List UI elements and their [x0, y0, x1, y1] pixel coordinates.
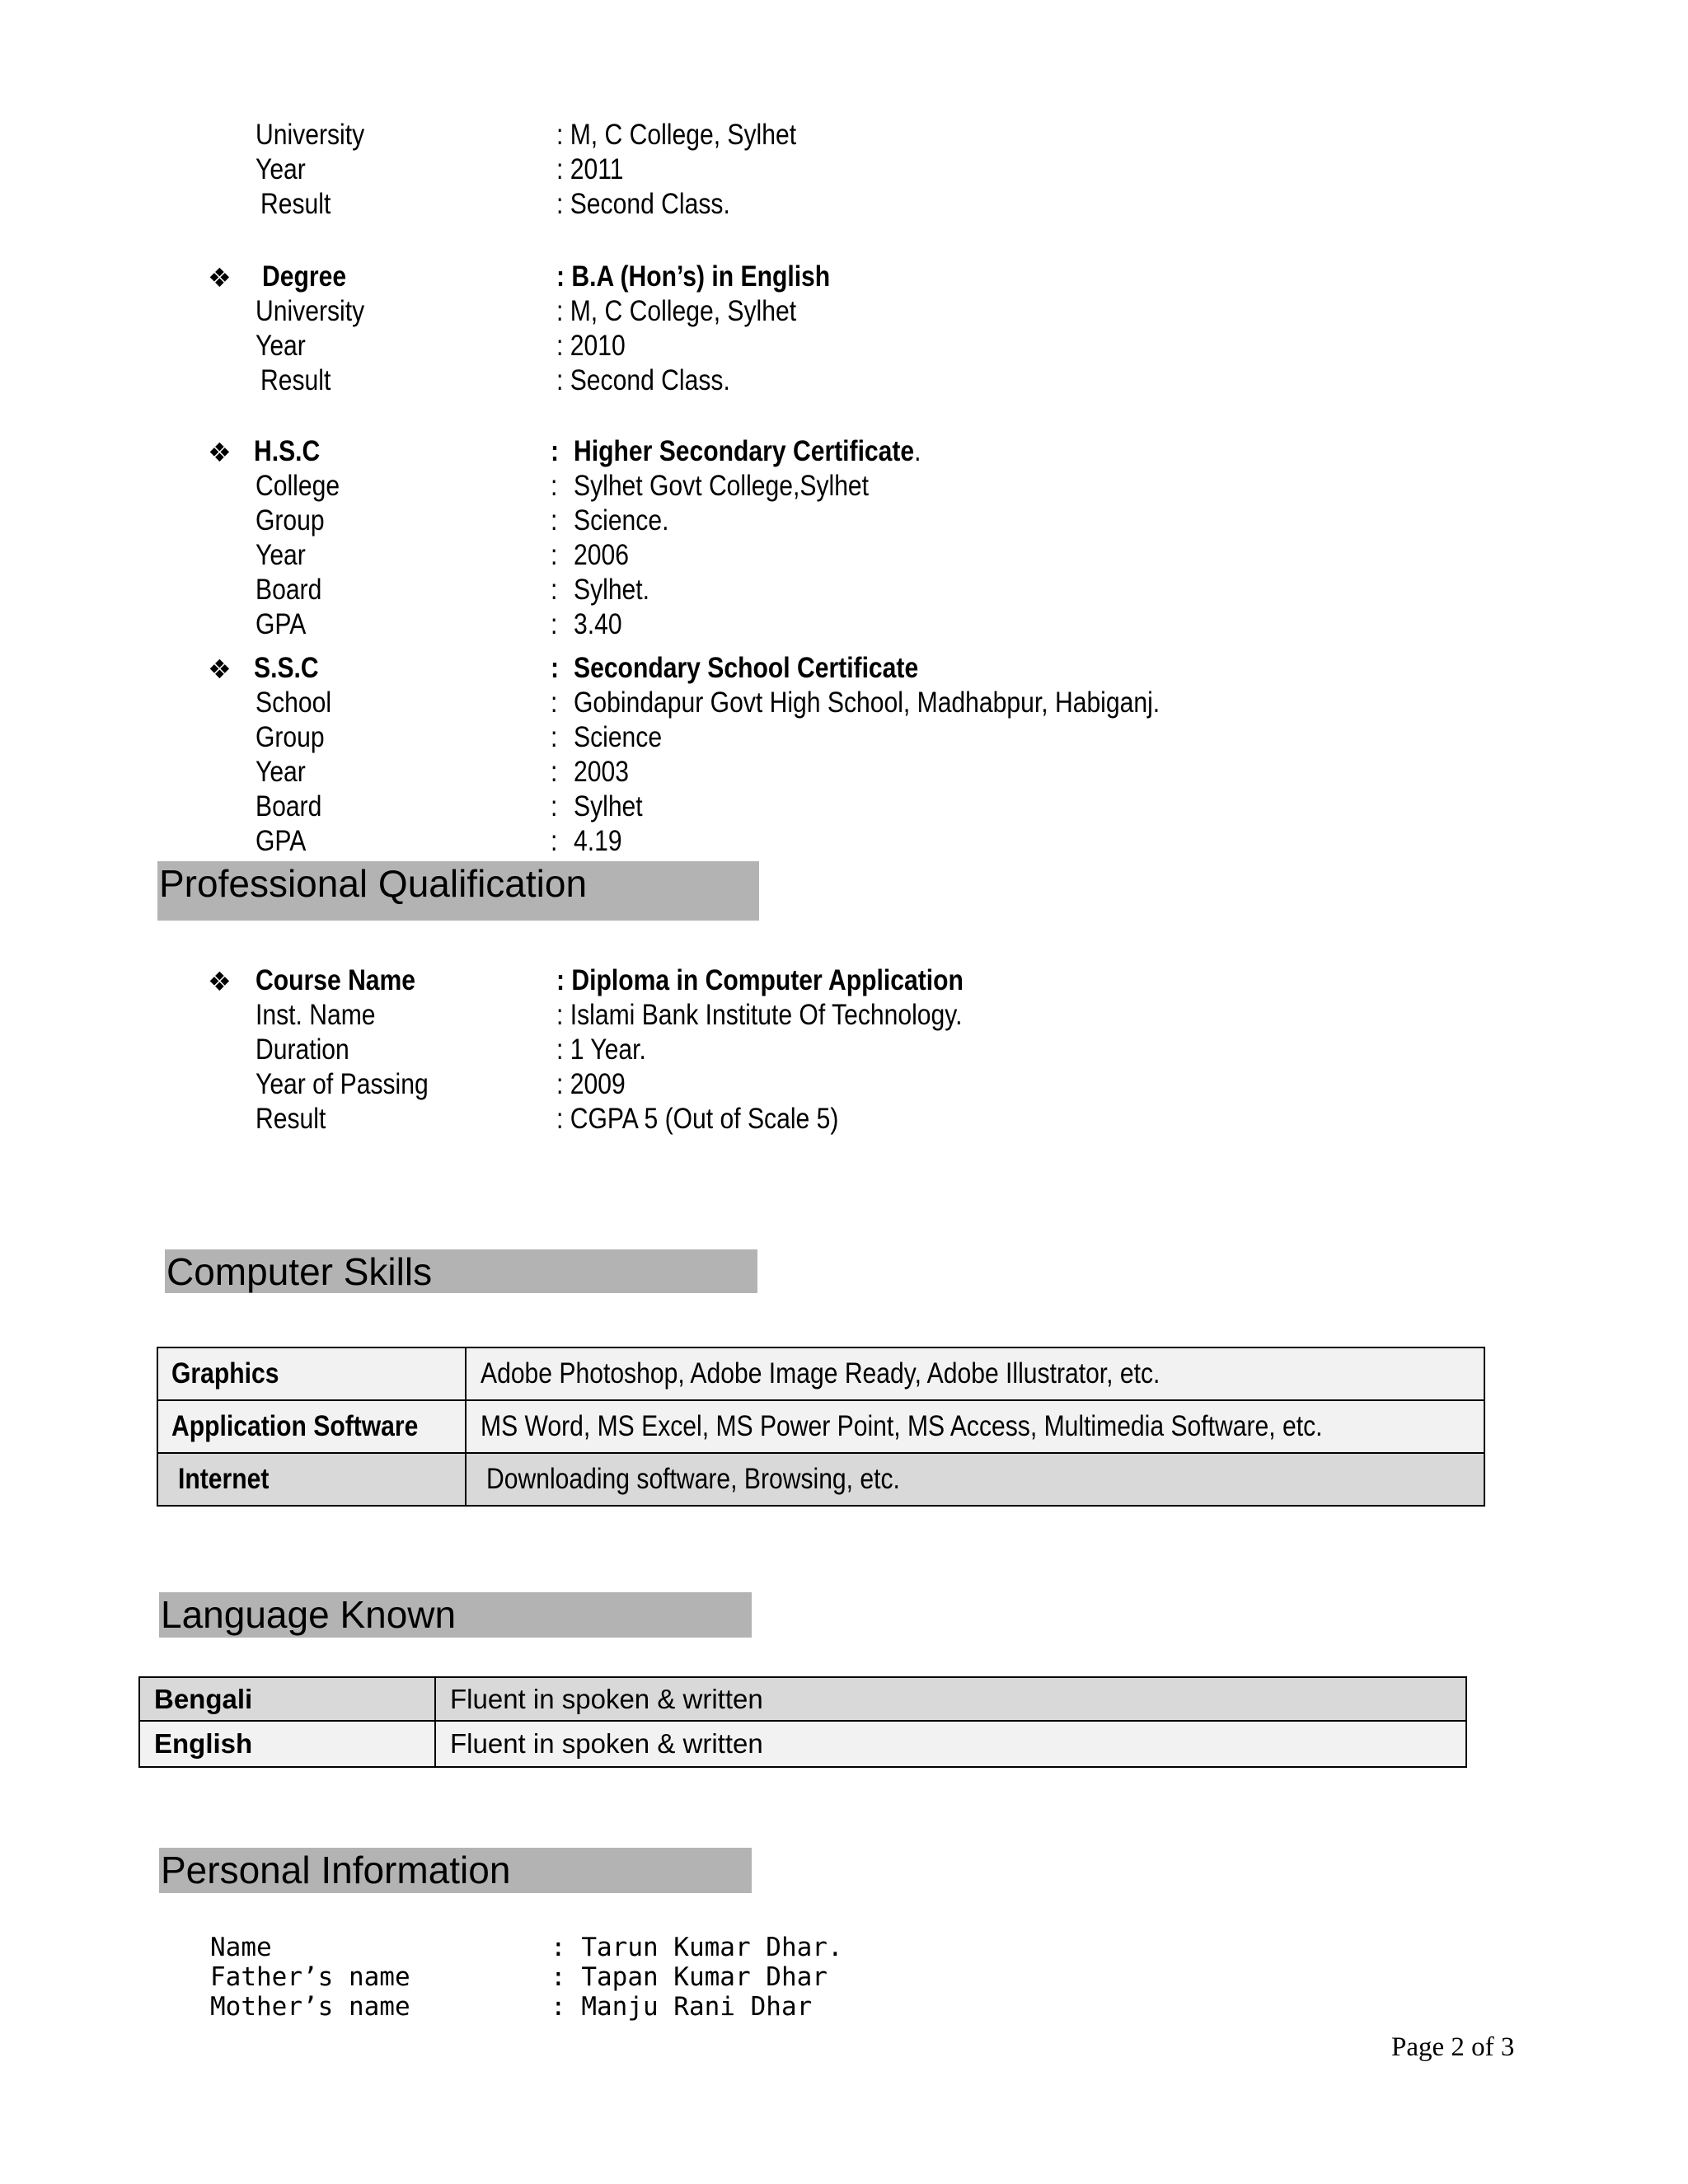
professional-row-value: : 2009	[556, 1068, 626, 1100]
computer-skills-table	[157, 1347, 1485, 1507]
skill-category-cell	[157, 1347, 466, 1400]
language-level-cell	[435, 1677, 1466, 1721]
course-name-label: Course Name	[256, 964, 416, 996]
ssc-row-label: Group	[256, 721, 325, 753]
professional-row-label: Inst. Name	[256, 999, 376, 1031]
ssc-row-value: Sylhet	[574, 790, 643, 823]
hsc-row-value: 2006	[574, 539, 629, 571]
section-heading-professional: Professional Qualification	[157, 861, 759, 921]
ssc-row-colon: :	[551, 721, 558, 753]
table-row	[157, 1453, 1484, 1506]
ssc-row-value: Science	[574, 721, 663, 753]
ssc-row-label: Board	[256, 790, 322, 823]
hsc-row-value: Sylhet Govt College,Sylhet	[574, 470, 870, 502]
personal-row-label: Name	[210, 1933, 272, 1962]
hsc-value-tail: .	[914, 435, 921, 467]
degree-value: : B.A (Hon’s) in English	[556, 260, 831, 293]
hsc-row-colon: :	[551, 608, 558, 640]
degree-result-label: Result	[260, 364, 331, 396]
hsc-row-label: Group	[256, 504, 325, 537]
ssc-row-label: School	[256, 687, 332, 719]
hsc-row-value: 3.40	[574, 608, 622, 640]
edu-result-label: Result	[260, 188, 331, 220]
language-level-cell	[435, 1721, 1466, 1767]
section-heading-personal: Personal Information	[159, 1848, 752, 1893]
personal-row-value: : Tarun Kumar Dhar.	[551, 1933, 843, 1962]
skill-detail: Adobe Photoshop, Adobe Image Ready, Adobe Illustrator, etc.	[481, 1357, 1160, 1390]
section-heading-computer-skills: Computer Skills	[165, 1249, 757, 1293]
ssc-colon: :	[551, 652, 560, 684]
table-row	[157, 1347, 1484, 1400]
ssc-row-value: 4.19	[574, 825, 622, 857]
hsc-row-value: Science.	[574, 504, 669, 537]
bullet-diamond-icon: ❖	[208, 262, 232, 293]
hsc-value: Higher Secondary Certificate	[574, 435, 915, 467]
personal-row-value: : Manju Rani Dhar	[551, 1992, 813, 2022]
section-heading-language: Language Known	[159, 1592, 752, 1638]
skill-category-cell	[157, 1400, 466, 1453]
ssc-row-label: Year	[256, 756, 306, 788]
professional-row-label: Year of Passing	[256, 1068, 429, 1100]
edu-year-value: : 2011	[556, 153, 624, 185]
hsc-row-colon: :	[551, 574, 558, 606]
personal-row-value: : Tapan Kumar Dhar	[551, 1962, 828, 1992]
degree-year-value: : 2010	[556, 330, 626, 362]
hsc-colon: :	[551, 435, 560, 467]
table-row	[139, 1721, 1466, 1767]
language-name-cell	[139, 1721, 435, 1767]
edu-university-label: University	[256, 119, 365, 151]
degree-university-value: : M, C College, Sylhet	[556, 295, 797, 327]
skill-category: Internet	[178, 1463, 270, 1495]
ssc-row-colon: :	[551, 825, 558, 857]
bullet-diamond-icon: ❖	[208, 966, 232, 997]
language-name: English	[154, 1728, 253, 1759]
edu-university-value: : M, C College, Sylhet	[556, 119, 797, 151]
language-name-cell	[139, 1677, 435, 1721]
language-level: Fluent in spoken & written	[450, 1728, 763, 1759]
personal-row-label: Mother’s name	[210, 1992, 410, 2022]
degree-university-label: University	[256, 295, 365, 327]
table-row	[139, 1677, 1466, 1721]
skill-detail-cell	[466, 1347, 1484, 1400]
ssc-row-value: 2003	[574, 756, 629, 788]
language-table	[138, 1676, 1467, 1768]
skill-detail: MS Word, MS Excel, MS Power Point, MS Access, Multimedia Software, etc.	[481, 1410, 1323, 1442]
hsc-row-label: Board	[256, 574, 322, 606]
course-name-value: : Diploma in Computer Application	[556, 964, 964, 996]
skill-category: Graphics	[171, 1357, 279, 1390]
degree-result-value: : Second Class.	[556, 364, 730, 396]
bullet-diamond-icon: ❖	[208, 654, 232, 685]
hsc-row-colon: :	[551, 504, 558, 537]
skill-category: Application Software	[171, 1410, 419, 1442]
page-number: Page 2 of 3	[1391, 2032, 1515, 2062]
edu-result-value: : Second Class.	[556, 188, 730, 220]
personal-row-label: Father’s name	[210, 1962, 410, 1992]
ssc-row-colon: :	[551, 756, 558, 788]
hsc-row-label: Year	[256, 539, 306, 571]
professional-row-label: Duration	[256, 1033, 349, 1066]
skill-category-cell	[157, 1453, 466, 1506]
table-row	[157, 1400, 1484, 1453]
professional-row-value: : Islami Bank Institute Of Technology.	[556, 999, 963, 1031]
degree-label: Degree	[262, 260, 347, 293]
ssc-value: Secondary School Certificate	[574, 652, 919, 684]
professional-row-value: : CGPA 5 (Out of Scale 5)	[556, 1103, 839, 1135]
hsc-row-value: Sylhet.	[574, 574, 650, 606]
hsc-row-colon: :	[551, 539, 558, 571]
hsc-row-label: GPA	[256, 608, 307, 640]
skill-detail: Downloading software, Browsing, etc.	[486, 1463, 900, 1495]
hsc-value-line	[574, 435, 921, 468]
ssc-row-label: GPA	[256, 825, 307, 857]
ssc-label: S.S.C	[254, 652, 319, 684]
ssc-row-colon: :	[551, 790, 558, 823]
bullet-diamond-icon: ❖	[208, 437, 232, 468]
hsc-label: H.S.C	[254, 435, 321, 467]
edu-year-label: Year	[256, 153, 306, 185]
skill-detail-cell	[466, 1400, 1484, 1453]
ssc-row-colon: :	[551, 687, 558, 719]
degree-year-label: Year	[256, 330, 306, 362]
hsc-row-colon: :	[551, 470, 558, 502]
language-level: Fluent in spoken & written	[450, 1683, 763, 1714]
ssc-row-value: Gobindapur Govt High School, Madhabpur, Habiganj.	[574, 687, 1160, 719]
hsc-row-label: College	[256, 470, 340, 502]
language-name: Bengali	[154, 1683, 253, 1714]
professional-row-label: Result	[256, 1103, 326, 1135]
professional-row-value: : 1 Year.	[556, 1033, 646, 1066]
skill-detail-cell	[466, 1453, 1484, 1506]
